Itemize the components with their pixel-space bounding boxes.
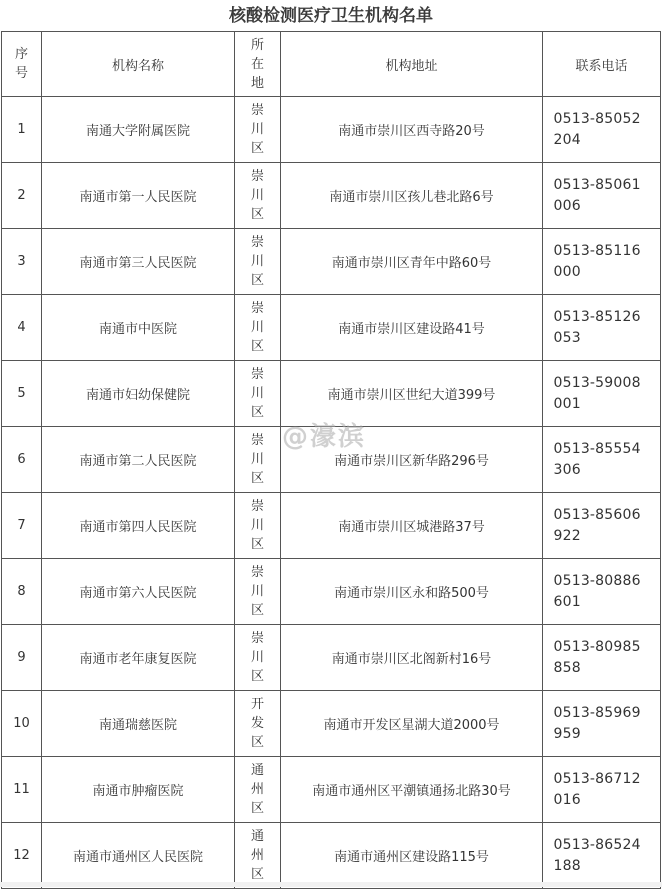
cell-phone: 0513-86712016 (543, 757, 661, 823)
cell-district: 通州区 (235, 823, 281, 889)
cell-phone: 0513-85126053 (543, 295, 661, 361)
cell-phone: 0513-85052204 (543, 97, 661, 163)
cell-district: 崇川区 (235, 229, 281, 295)
table-row (2, 97, 661, 163)
header-address: 机构地址 (281, 32, 543, 97)
header-phone: 联系电话 (543, 32, 661, 97)
cell-index: 3 (2, 229, 42, 295)
header-district: 所在地 (235, 32, 281, 97)
cell-index: 12 (2, 823, 42, 889)
cell-district: 通州区 (235, 757, 281, 823)
cell-phone: 0513-85606922 (543, 493, 661, 559)
cell-district: 开发区 (235, 691, 281, 757)
table-row (2, 691, 661, 757)
cell-address: 南通市崇川区青年中路60号 (281, 229, 543, 295)
cell-name: 南通市妇幼保健院 (42, 361, 235, 427)
cell-index: 4 (2, 295, 42, 361)
cell-name: 南通市通州区人民医院 (42, 823, 235, 889)
cell-phone: 0513-80886601 (543, 559, 661, 625)
cell-district: 崇川区 (235, 163, 281, 229)
cell-district: 崇川区 (235, 361, 281, 427)
cell-address: 南通市崇川区孩儿巷北路6号 (281, 163, 543, 229)
cell-index: 7 (2, 493, 42, 559)
cell-district: 崇川区 (235, 559, 281, 625)
header-name: 机构名称 (42, 32, 235, 97)
cell-index: 1 (2, 97, 42, 163)
cell-name: 南通市肿瘤医院 (42, 757, 235, 823)
cell-phone: 0513-85969959 (543, 691, 661, 757)
cell-address: 南通市崇川区北阁新村16号 (281, 625, 543, 691)
cell-name: 南通市中医院 (42, 295, 235, 361)
table-row (2, 229, 661, 295)
bottom-strip (0, 882, 662, 887)
cell-name: 南通大学附属医院 (42, 97, 235, 163)
institution-table (1, 31, 661, 889)
table-row (2, 559, 661, 625)
cell-index: 10 (2, 691, 42, 757)
cell-name: 南通瑞慈医院 (42, 691, 235, 757)
cell-address: 南通市通州区平潮镇通扬北路30号 (281, 757, 543, 823)
cell-district: 崇川区 (235, 295, 281, 361)
cell-address: 南通市开发区星湖大道2000号 (281, 691, 543, 757)
cell-name: 南通市第三人民医院 (42, 229, 235, 295)
cell-phone: 0513-59008001 (543, 361, 661, 427)
cell-address: 南通市崇川区建设路41号 (281, 295, 543, 361)
cell-name: 南通市第四人民医院 (42, 493, 235, 559)
cell-index: 5 (2, 361, 42, 427)
cell-name: 南通市老年康复医院 (42, 625, 235, 691)
cell-phone: 0513-85554306 (543, 427, 661, 493)
cell-address: 南通市崇川区世纪大道399号 (281, 361, 543, 427)
cell-address: 南通市通州区建设路115号 (281, 823, 543, 889)
cell-index: 8 (2, 559, 42, 625)
cell-index: 11 (2, 757, 42, 823)
cell-phone: 0513-86524188 (543, 823, 661, 889)
cell-phone: 0513-80985858 (543, 625, 661, 691)
table-row (2, 361, 661, 427)
table-row (2, 823, 661, 889)
cell-index: 2 (2, 163, 42, 229)
cell-address: 南通市崇川区城港路37号 (281, 493, 543, 559)
cell-district: 崇川区 (235, 493, 281, 559)
cell-phone: 0513-85116000 (543, 229, 661, 295)
cell-address: 南通市崇川区西寺路20号 (281, 97, 543, 163)
table-row (2, 427, 661, 493)
cell-district: 崇川区 (235, 97, 281, 163)
cell-district: 崇川区 (235, 625, 281, 691)
cell-address: 南通市崇川区新华路296号 (281, 427, 543, 493)
cell-address: 南通市崇川区永和路500号 (281, 559, 543, 625)
table-row (2, 757, 661, 823)
table-row (2, 493, 661, 559)
cell-district: 崇川区 (235, 427, 281, 493)
cell-name: 南通市第一人民医院 (42, 163, 235, 229)
table-row (2, 625, 661, 691)
table-header-row (2, 32, 661, 97)
cell-name: 南通市第二人民医院 (42, 427, 235, 493)
table-row (2, 163, 661, 229)
watermark-text: @濠滨 (282, 422, 367, 452)
cell-index: 9 (2, 625, 42, 691)
cell-index: 6 (2, 427, 42, 493)
cell-phone: 0513-85061006 (543, 163, 661, 229)
table-row (2, 295, 661, 361)
cell-name: 南通市第六人民医院 (42, 559, 235, 625)
header-index: 序号 (2, 32, 42, 97)
page-title: 核酸检测医疗卫生机构名单 (229, 6, 433, 26)
